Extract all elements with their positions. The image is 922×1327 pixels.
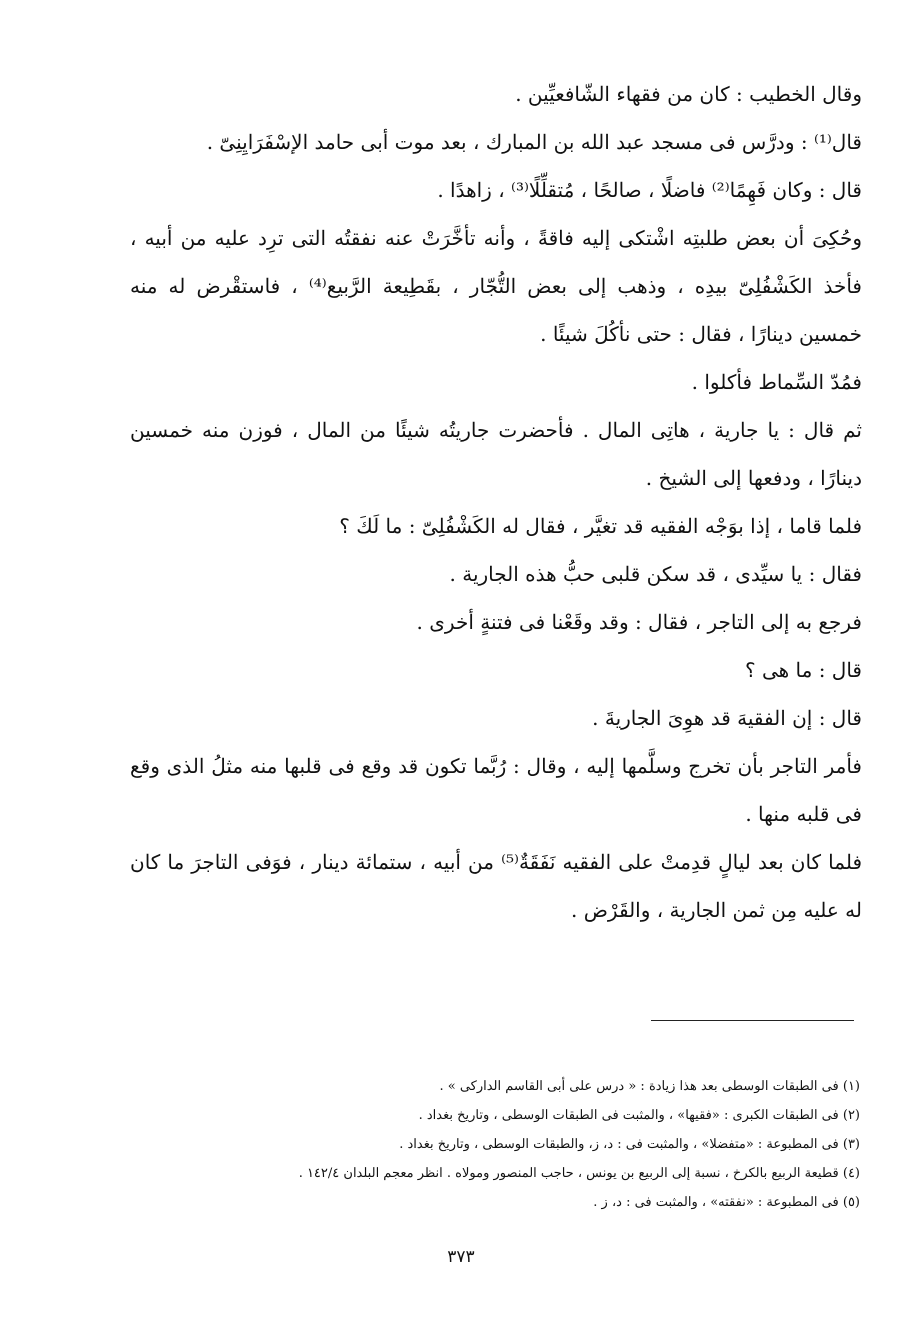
paragraph-4: وحُكِىَ أن بعض طلبتِه اشْتكى إليه فاقةً ، وأنه تأخَّرَتْ عنه نفقتُه التى ترِد عليه من أبيه ، فأخذ الكَشْفُلِىّ بيدِه ، وذهب إلى بعض التُّجّار ، بقَطِيعة الرَّبيع⁽⁴⁾ ، فاستقْرض له منه خمسين دينارًا ، فقال : حتى نأكُلَ شيئًا .	[130, 226, 862, 346]
paragraph-5: فمُدّ السِّماط فأكلوا .	[691, 370, 862, 394]
paragraph-10: قال : ما هى ؟	[745, 658, 862, 682]
main-text	[130, 70, 862, 934]
footnote-2: (٢) فى الطبقات الكبرى : «فقيها» ، والمثبت فى الطبقات الوسطى ، وتاريخ بغداد .	[418, 1108, 860, 1123]
paragraph-7: فلما قاما ، إذا بوَجْه الفقيه قد تغيَّر ، فقال له الكَشْفُلِىّ : ما لَكَ ؟	[339, 514, 862, 538]
paragraph-1: وقال الخطيب : كان من فقهاء الشّافعيِّين .	[515, 82, 862, 106]
paragraph-8: فقال : يا سيِّدى ، قد سكن قلبى حبُّ هذه الجارية .	[449, 562, 862, 586]
page-number: ٣٧٣	[447, 1247, 475, 1267]
paragraph-13: فلما كان بعد ليالٍ قدِمتْ على الفقيه نَفَقَةٌ⁽⁵⁾ من أبيه ، ستمائة دينار ، فوَفى التاجرَ ما كان له عليه مِن ثمن الجارية ، والقَرْض .	[130, 850, 863, 922]
paragraph-2: قال⁽¹⁾ : ودرَّس فى مسجد عبد الله بن المبارك ، بعد موت أبى حامد الإسْفَرَايِنِىّ .	[206, 130, 862, 154]
paragraph-6: ثم قال : يا جارية ، هاتِى المال . فأحضرت جاريتُه شيئًا من المال ، فوزن منه خمسين دينارًا ، ودفعها إلى الشيخ .	[130, 418, 862, 490]
footnote-3: (٣) فى المطبوعة : «متفضلا» ، والمثبت فى : د، ز، والطبقات الوسطى ، وتاريخ بغداد .	[399, 1137, 860, 1152]
footnote-5: (٥) فى المطبوعة : «نفقته» ، والمثبت فى : د، ز .	[593, 1195, 860, 1210]
paragraph-11: قال : إن الفقيهَ قد هوِىَ الجاريةَ .	[592, 706, 862, 730]
paragraph-9: فرجع به إلى التاجر ، فقال : وقد وقَعْنا فى فتنةٍ أخرى .	[416, 610, 862, 634]
footnotes	[130, 1072, 860, 1217]
footnote-separator	[651, 1020, 854, 1021]
footnote-4: (٤) قطيعة الربيع بالكرخ ، نسبة إلى الربيع بن يونس ، حاجب المنصور ومولاه . انظر معجم البلدان ١٤٢/٤ .	[298, 1166, 860, 1181]
footnote-1: (١) فى الطبقات الوسطى بعد هذا زيادة : « درس على أبى القاسم الداركى » .	[439, 1079, 860, 1094]
paragraph-3: قال : وكان فَهِمًا⁽²⁾ فاضلًا ، صالحًا ، مُتقلِّلًا⁽³⁾ ، زاهدًا .	[437, 178, 862, 202]
paragraph-12: فأمر التاجر بأن تخرج وسلَّمها إليه ، وقال : رُبَّما تكون قد وقع فى قلبها منه مثلُ الذى وقع فى قلبه منها .	[130, 754, 862, 826]
